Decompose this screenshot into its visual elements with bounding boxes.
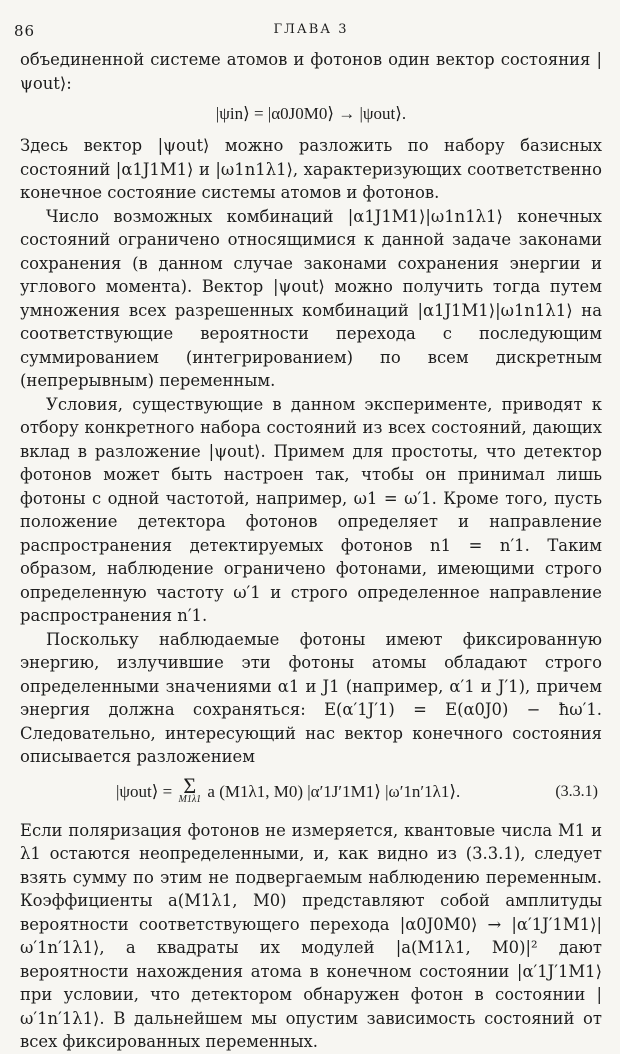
sigma-symbol: Σ [183,772,197,798]
summation-limits: M1λ1 [178,793,202,805]
running-header [14,22,602,48]
chapter-title: ГЛАВА 3 [273,22,349,37]
book-page [14,22,602,1054]
equation-number: (3.3.1) [555,782,598,800]
paragraph-1: объединенной системе атомов и фотонов один вектор состояния |ψout⟩: [20,50,602,93]
paragraph-2: Здесь вектор |ψout⟩ можно разложить по набору базисных состояний |α1J1M1⟩ и |ω1n1λ1⟩, характеризующих соответственно конечное состояние системы атомов и фотонов. [20,136,602,202]
equation-3-3-1 [20,769,602,819]
equation-lhs: |ψout⟩ = [116,781,173,801]
summation-sign [178,772,202,807]
paragraph-4: Условия, существующие в данном эксперименте, приводят к отбору конкретного набора состояний из всех состояний, дающих вклад в разложение |ψout⟩. Примем для простоты, что детектор фотонов может быть настроен так, чтобы он принимал лишь фотоны с одной частотой, например, ω1 = ω′1. Кроме того, пусть положение детектора фотонов определяет и направление распространения детектируемых фотонов n1 = n′1. Таким образом, наблюдение ограничено фотонами, имеющими строго определенную частоту ω′1 и строго определенное направление распространения n′1. [20,394,602,625]
paragraph-5: Поскольку наблюдаемые фотоны имеют фиксированную энергию, излучившие эти фотоны атомы обладают строго определенными значениями α1 и J1 (например, α′1 и J′1), причем энергия должна сохраняться: E(α′1J′1) = E(α0J0) − ħω′1. Следовательно, интересующий нас вектор конечного состояния описывается разложением [20,629,602,766]
equation-psi-in-out: |ψin⟩ = |α0J0M0⟩ → |ψout⟩. [215,104,407,123]
paragraph-6: Если поляризация фотонов не измеряется, квантовые числа M1 и λ1 остаются неопределенными, и, как видно из (3.3.1), следует взять сумму по этим не подвергаемым наблюдению переменным. Коэффициенты a(M1λ1, M0) представляют собой амплитуды вероятности соответствующего перехода |α0J0M0⟩ → |α′1J′1M1⟩|ω′1n′1λ1⟩, а квадраты их модулей |a(M1λ1, M0)|² дают вероятности нахождения атома в конечном состоянии |α′1J′1M1⟩ при условии, что детектором обнаружен фотон в состоянии |ω′1n′1λ1⟩. В дальнейшем мы опустим зависимость состояний от всех фиксированных переменных. [20,820,602,1051]
equation-rhs: a (M1λ1, M0) |α′1J′1M1⟩ |ω′1n′1λ1⟩. [207,781,461,801]
paragraph-3: Число возможных комбинаций |α1J1M1⟩|ω1n1λ1⟩ конечных состояний ограничено относящимися к данной задаче законами сохранения (в данном случае законами сохранения энергии и углового момента). Вектор |ψout⟩ можно получить тогда путем умножения всех разрешенных комбинаций |α1J1M1⟩|ω1n1λ1⟩ на соответствующие вероятности перехода с последующим суммированием (интегрированием) по всем дискретным (непрерывным) переменным. [20,206,602,390]
page-number: 86 [14,22,36,40]
equation-body [116,772,461,807]
